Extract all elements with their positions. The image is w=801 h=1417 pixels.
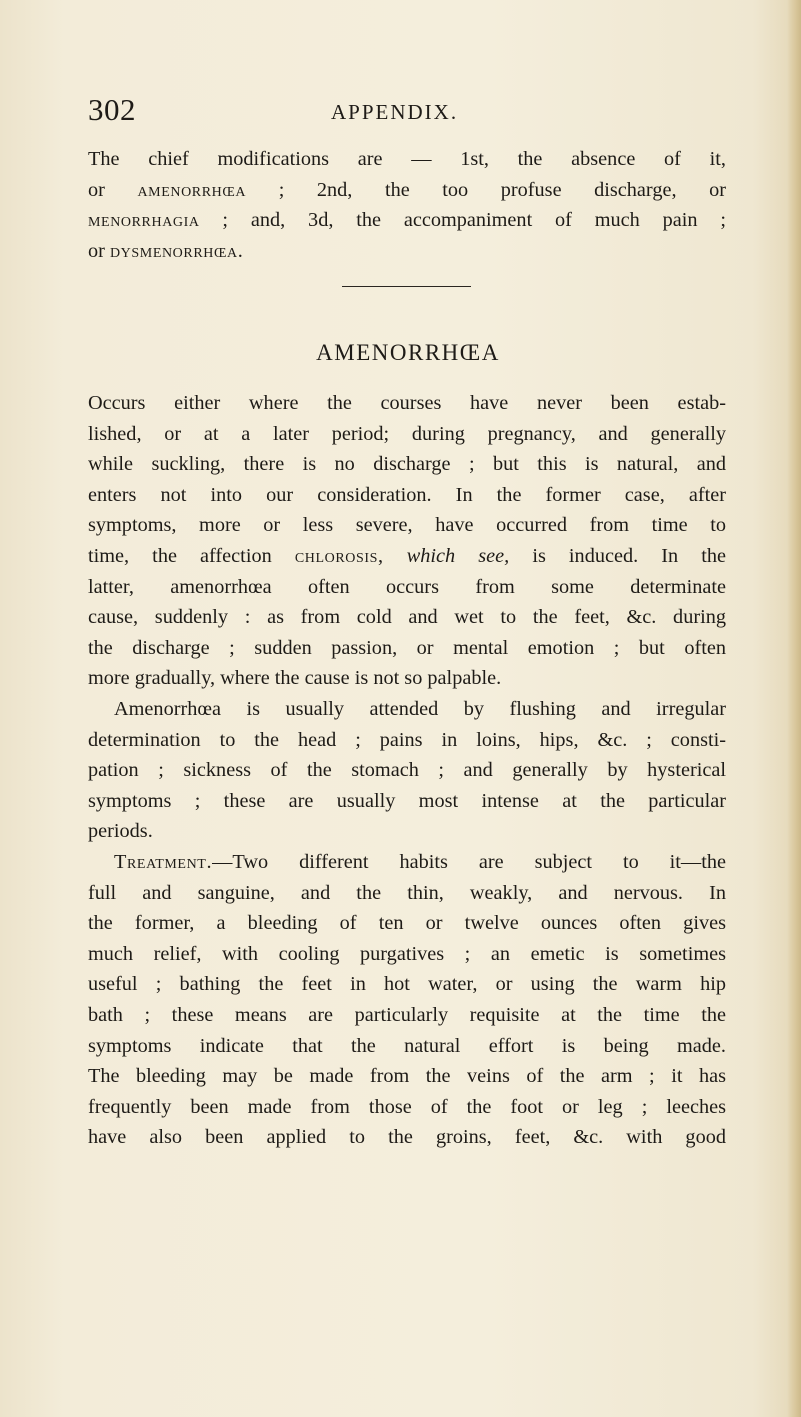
page-edge-shadow	[787, 0, 801, 1417]
cross-reference: which see,	[383, 544, 510, 567]
text-line: enters not into our consideration. In the former case, after	[88, 483, 726, 506]
text-line: Occurs either where the courses have never been estab-	[88, 392, 726, 414]
page-header	[88, 92, 728, 132]
text-line: Treatment.—Two different habits are subject to it—the	[114, 851, 726, 873]
paragraph-symptoms	[88, 694, 726, 847]
text-line: the discharge ; sudden passion, or mental emotion ; but often	[88, 636, 726, 659]
term-dysmenorrhoea: dysmenorrhœa.	[109, 239, 244, 262]
text-line: while suckling, there is no discharge ; but this is natural, and	[88, 453, 726, 476]
running-head: APPENDIX.	[331, 100, 459, 124]
text-line: menorrhagia ; and, 3d, the accompaniment of much pain ;	[88, 209, 726, 232]
text-line: The bleeding may be made from the veins of the arm ; it has	[88, 1065, 726, 1088]
text-line: determination to the head ; pains in loins, hips, &c. ; consti-	[88, 728, 726, 751]
text-line: much relief, with cooling purgatives ; an emetic is sometimes	[88, 942, 726, 965]
text-line: periods.	[88, 820, 153, 843]
text-line: the former, a bleeding of ten or twelve ounces often gives	[88, 912, 726, 935]
paragraph-treatment	[88, 847, 726, 1153]
text-line: The chief modifications are — 1st, the absence of it,	[88, 148, 726, 170]
treatment-heading: Treatment.	[114, 851, 213, 873]
text-line: more gradually, where the cause is not so palpable.	[88, 667, 502, 690]
intro-paragraph	[88, 144, 726, 266]
text-line: latter, amenorrhœa often occurs from some determinate	[88, 575, 726, 598]
text-line: full and sanguine, and the thin, weakly, and nervous. In	[88, 881, 726, 904]
text-line: Amenorrhœa is usually attended by flushing and irregular	[114, 698, 726, 720]
text-line: time, the affection chlorosis, which see, is induced. In the	[88, 544, 726, 567]
text-line: frequently been made from those of the foot or leg ; leeches	[88, 1095, 726, 1118]
text-line: or dysmenorrhœa.	[88, 239, 244, 262]
text-line: pation ; sickness of the stomach ; and generally by hysterical	[88, 759, 726, 782]
paragraph-definition	[88, 388, 726, 694]
term-chlorosis: chlorosis,	[294, 544, 384, 567]
page-number: 302	[88, 92, 136, 127]
term-menorrhagia: menorrhagia	[88, 209, 200, 232]
text-line: useful ; bathing the feet in hot water, or using the warm hip	[88, 973, 726, 996]
section-title: AMENORRHŒA	[316, 340, 500, 365]
text-line: symptoms ; these are usually most intense at the particular	[88, 789, 726, 812]
text-line: bath ; these means are particularly requisite at the time the	[88, 1003, 726, 1026]
text-line: cause, suddenly : as from cold and wet to the feet, &c. during	[88, 606, 726, 629]
text-line: symptoms indicate that the natural effort is being made.	[88, 1034, 726, 1057]
section-divider	[342, 286, 471, 287]
text-line: or amenorrhœa ; 2nd, the too profuse discharge, or	[88, 178, 726, 201]
text-line: symptoms, more or less severe, have occurred from time to	[88, 514, 726, 537]
term-amenorrhoea: amenorrhœa	[137, 178, 247, 201]
text-line: lished, or at a later period; during pregnancy, and generally	[88, 422, 726, 445]
text-line: have also been applied to the groins, feet, &c. with good	[88, 1126, 726, 1149]
